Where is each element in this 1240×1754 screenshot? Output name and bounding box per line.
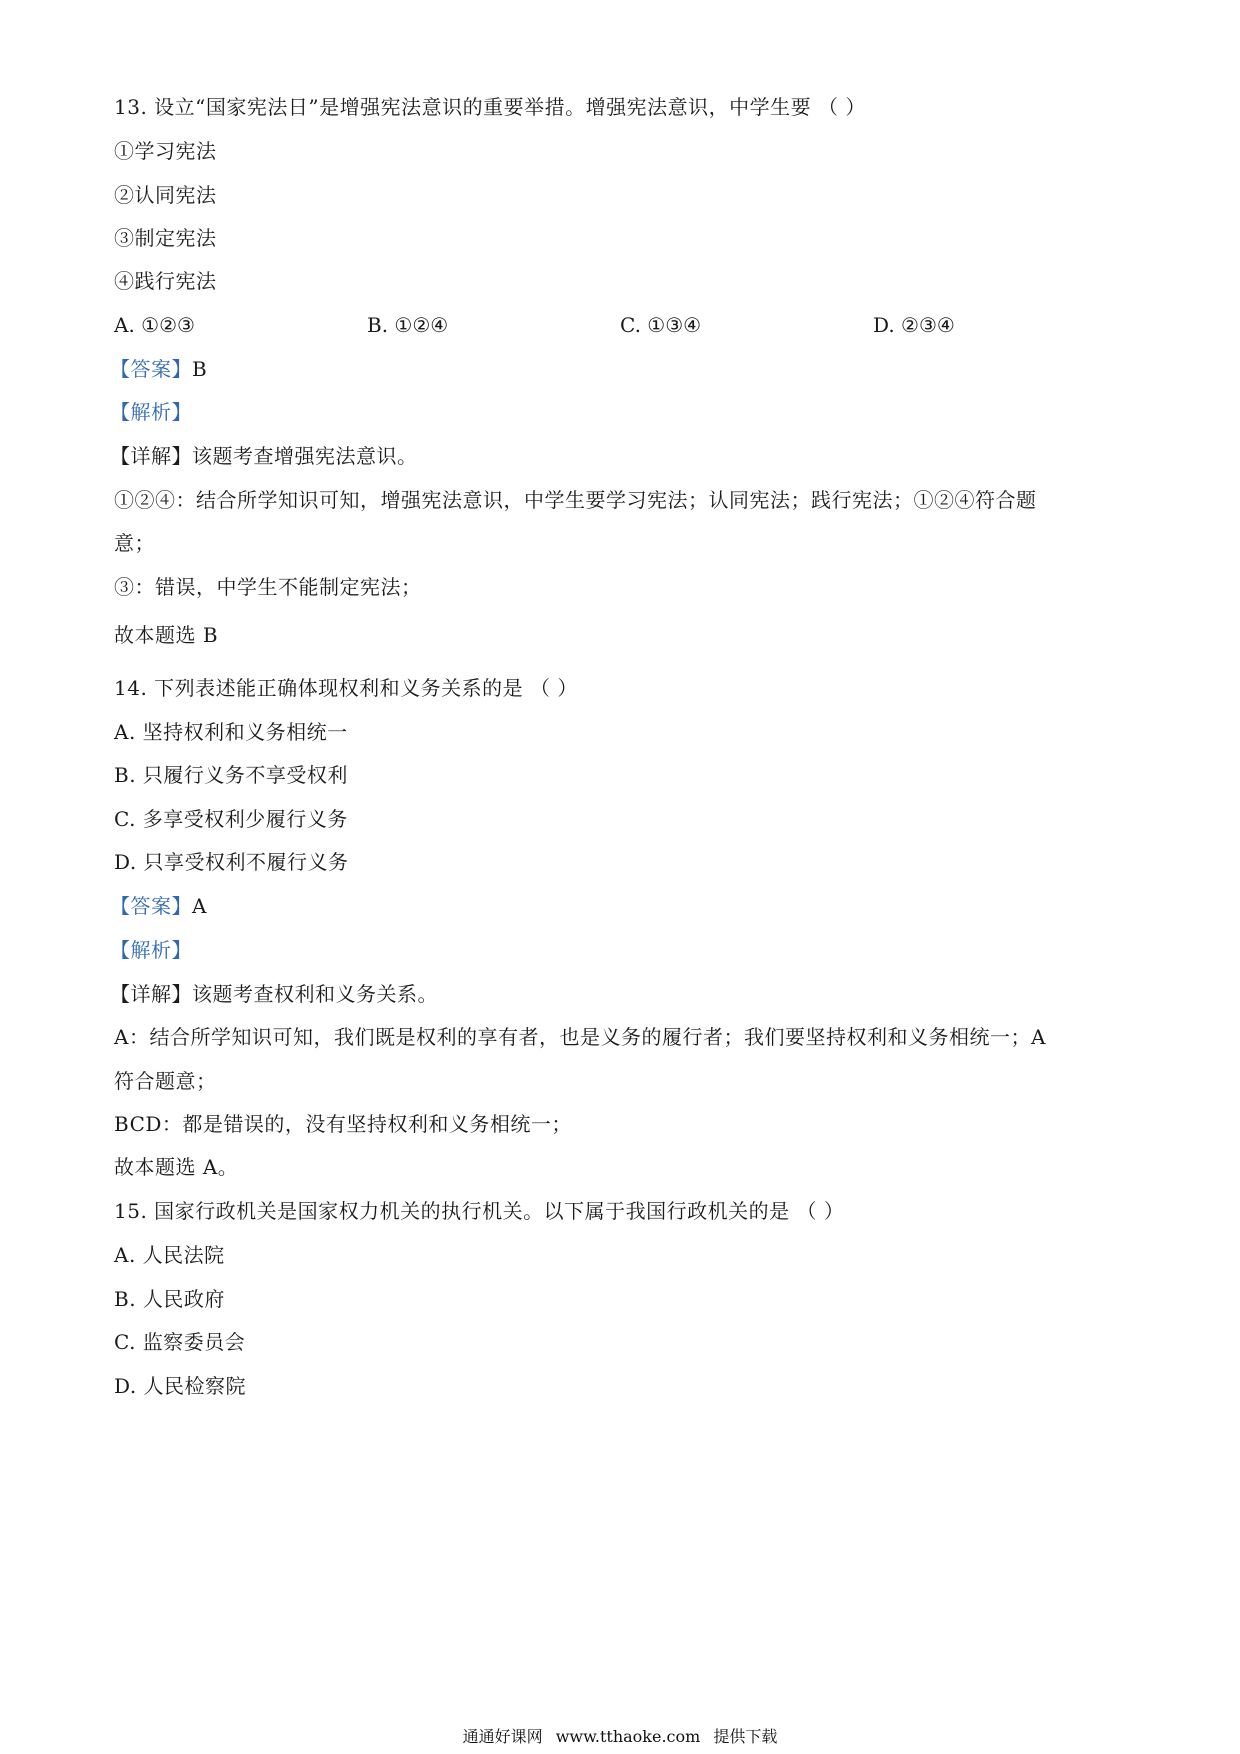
- q14-stem: 14. 下列表述能正确体现权利和义务关系的是 （ ）: [114, 676, 578, 700]
- q14-explain-1: A：结合所学知识可知，我们既是权利的享有者，也是义务的履行者；我们要坚持权利和义务相统一；A: [114, 1025, 1046, 1049]
- q14-option-c: C. 多享受权利少履行义务: [114, 807, 348, 831]
- q14-answer-tag: 【答案】: [110, 894, 192, 918]
- q13-item-1: ①学习宪法: [114, 139, 217, 163]
- q13-explain-2: 意；: [114, 531, 155, 555]
- q15-option-a: A. 人民法院: [114, 1243, 225, 1267]
- q13-option-a: A. ①②③: [114, 313, 195, 337]
- q13-options: [114, 311, 1014, 339]
- q15-option-d: D. 人民检察院: [114, 1374, 247, 1398]
- q13-item-3: ③制定宪法: [114, 226, 217, 250]
- q14-detail-tag: 【详解】: [110, 982, 192, 1006]
- q13-answer: [110, 355, 207, 383]
- q13-detail-tag: 【详解】: [110, 444, 192, 468]
- q14-answer: [110, 892, 207, 920]
- q13-stem: 13. 设立“国家宪法日”是增强宪法意识的重要举措。增强宪法意识，中学生要 （ ）: [114, 95, 866, 119]
- q13-option-d: D. ②③④: [873, 313, 955, 337]
- q13-explain-3: ③：错误，中学生不能制定宪法；: [114, 575, 422, 599]
- footer-note: 提供下载: [713, 1727, 778, 1746]
- q15-option-b: B. 人民政府: [114, 1287, 225, 1311]
- q14-detail: [110, 980, 438, 1008]
- q13-explain-1: ①②④：结合所学知识可知，增强宪法意识，中学生要学习宪法；认同宪法；践行宪法；①②④符合题: [114, 488, 1037, 512]
- footer-url[interactable]: www.tthaoke.com: [555, 1727, 701, 1746]
- q13-item-2: ②认同宪法: [114, 183, 217, 207]
- q14-analysis-tag: 【解析】: [110, 938, 192, 962]
- q14-option-b: B. 只履行义务不享受权利: [114, 763, 348, 787]
- q13-option-b: B. ①②④: [367, 313, 449, 337]
- q14-explain-3: BCD：都是错误的，没有坚持权利和义务相统一；: [114, 1112, 572, 1136]
- q13-detail: [110, 442, 418, 470]
- q15-stem: 15. 国家行政机关是国家权力机关的执行机关。以下属于我国行政机关的是 （ ）: [114, 1199, 845, 1223]
- q13-option-c: C. ①③④: [620, 313, 702, 337]
- q14-conclusion: 故本题选 A。: [114, 1155, 239, 1179]
- q15-option-c: C. 监察委员会: [114, 1330, 246, 1354]
- q14-answer-value: A: [192, 894, 207, 918]
- page-footer: [0, 1726, 1240, 1748]
- q13-conclusion: 故本题选 B: [114, 623, 219, 647]
- q14-explain-2: 符合题意；: [114, 1069, 217, 1093]
- q14-option-d: D. 只享受权利不履行义务: [114, 850, 349, 874]
- q14-detail-text: 该题考查权利和义务关系。: [192, 982, 438, 1006]
- q13-item-4: ④践行宪法: [114, 269, 217, 293]
- q14-option-a: A. 坚持权利和义务相统一: [114, 720, 348, 744]
- q13-answer-value: B: [192, 357, 208, 381]
- q13-analysis-tag: 【解析】: [110, 400, 192, 424]
- q13-detail-text: 该题考查增强宪法意识。: [192, 444, 418, 468]
- footer-site-name: 通通好课网: [462, 1727, 543, 1746]
- q13-answer-tag: 【答案】: [110, 357, 192, 381]
